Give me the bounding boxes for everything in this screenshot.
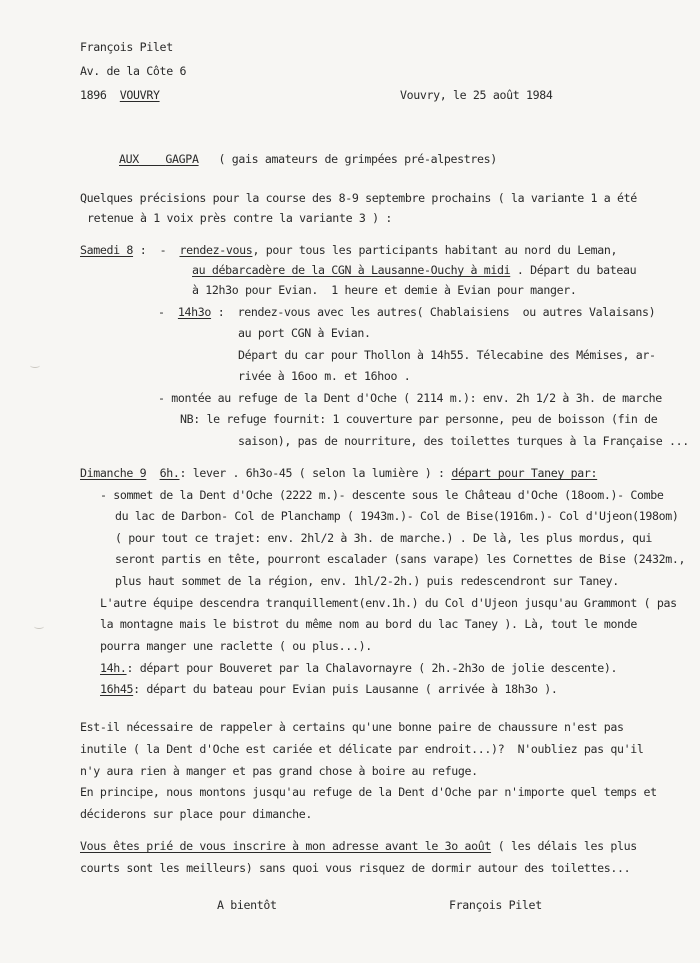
samedi-line-7: rivée à 16oo m. et 16hoo . [238,369,411,383]
intro-line-1: Quelques précisions pour la course des 8-9 septembre prochains ( la variante 1 a été [80,191,637,205]
dimanche-line-5: seront partis en tête, pourront escalader (sans varape) les Cornettes de Bise (2432m., [115,552,686,566]
time-16h45: 16h45 [100,682,134,696]
addressee-expansion: ( gais amateurs de grimpées pré-alpestres) [218,152,497,166]
samedi-line-8: - montée au refuge de la Dent d'Oche ( 2114 m.): env. 2h 1/2 à 3h. de marche [158,391,662,405]
dimanche-line-9: pourra manger une raclette ( ou plus...). [100,639,372,653]
note-line-4: En principe, nous montons jusqu'au refuge de la Dent d'Oche par n'importe quel temps et [80,785,657,799]
dimanche-line-2: - sommet de la Dent d'Oche (2222 m.)- descente sous le Château d'Oche (18oom.)- Combe [100,488,664,502]
addressee-line [119,152,497,166]
samedi-time-2: 14h3o [177,305,212,319]
time-14h: 14h. [100,661,127,675]
sender-name: François Pilet [80,40,173,54]
signature: François Pilet [449,898,542,912]
samedi-line-1: Samedi 8 : - rendez-vous, pour tous les participants habitant au nord du Leman, [80,243,618,257]
place-date: Vouvry, le 25 août 1984 [400,88,553,102]
inscription-line-2: courts sont les meilleurs) sans quoi vous risquez de dormir autour des toilettes... [80,861,631,875]
samedi-rendezvous: rendez-vous [179,243,253,257]
addressee-name: GAGPA [165,152,199,166]
dimanche-line-8: la montagne mais le bistrot du même nom au bord du lac Taney ). Là, tout le monde [100,617,638,631]
intro-line-2: retenue à 1 voix près contre la variante 3 ) : [87,211,392,225]
closing: A bientôt [217,898,277,912]
note-line-2: inutile ( la Dent d'Oche est cariée et délicate par endroit...)? N'oubliez pas qu'il [80,742,644,756]
samedi-landing: au débarcadère de la CGN à Lausanne-Ouchy à midi [192,263,511,277]
sender-city: VOUVRY [119,88,160,102]
samedi-line-2: au débarcadère de la CGN à Lausanne-Ouchy à midi . Départ du bateau [192,263,637,277]
dimanche-line-3: du lac de Darbon- Col de Planchamp ( 1943m.)- Col de Bise(1916m.)- Col d'Ujeon(198om) [115,509,679,523]
dimanche-line-10: 14h.: départ pour Bouveret par la Chalavornayre ( 2h.-2h3o de jolie descente). [100,661,618,675]
dimanche-line-6: plus haut sommet de la région, env. 1hl/2-2h.) puis redescendront sur Taney. [115,574,619,588]
dimanche-time: 6h. [159,466,180,480]
samedi-label: Samedi 8 [80,243,134,257]
inscription-line-1: Vous êtes prié de vous inscrire à mon adresse avant le 3o août ( les délais les plus [80,839,637,853]
note-line-1: Est-il nécessaire de rappeler à certains qu'une bonne paire de chaussure n'est pas [80,720,624,734]
samedi-line-6: Départ du car pour Thollon à 14h55. Télecabine des Mémises, ar- [238,348,656,362]
dimanche-label: Dimanche 9 [80,466,147,480]
dimanche-line-1: Dimanche 9 6h.: lever . 6h3o-45 ( selon la lumière ) : départ pour Taney par: [80,466,598,480]
dimanche-line-4: ( pour tout ce trajet: env. 2hl/2 à 3h. de marche.) . De là, les plus mordus, qui [115,531,653,545]
inscription-deadline: Vous êtes prié de vous inscrire à mon adresse avant le 3o août [80,839,492,853]
sender-locality [80,88,160,102]
addressee-prefix: AUX [119,152,139,166]
samedi-line-9: NB: le refuge fournit: 1 couverture par personne, peu de boisson (fin de [180,412,658,426]
note-line-3: n'y aura rien à manger et pas grand chose à boire au refuge. [80,764,478,778]
binder-hole-mark [34,624,44,629]
samedi-line-5: au port CGN à Evian. [238,326,371,340]
binder-hole-mark [30,363,40,368]
note-line-5: déciderons sur place pour dimanche. [80,807,313,821]
samedi-line-4: - 14h3o : rendez-vous avec les autres( Chablaisiens ou autres Valaisans) [158,305,656,319]
dimanche-line-11: 16h45: départ du bateau pour Evian puis Lausanne ( arrivée à 18h3o ). [100,682,558,696]
sender-street: Av. de la Côte 6 [80,64,187,78]
samedi-line-3: à 12h3o pour Evian. 1 heure et demie à Evian pour manger. [192,283,577,297]
dimanche-line-7: L'autre équipe descendra tranquillement(env.1h.) du Col d'Ujeon jusqu'au Grammont ( pas [100,596,677,610]
sender-postcode: 1896 [80,88,107,102]
samedi-line-10: saison), pas de nourriture, des toilettes turques à la Française ... [238,434,689,448]
dimanche-depart: départ pour Taney par: [451,466,598,480]
